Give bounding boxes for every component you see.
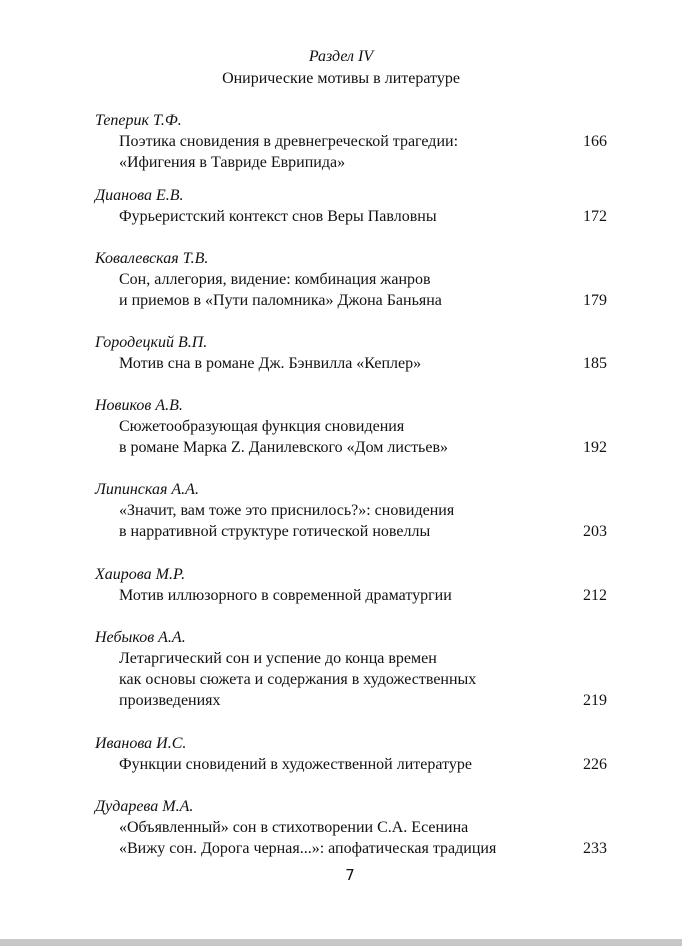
entry-page-number: 203	[583, 523, 607, 540]
toc-entry[interactable]	[95, 185, 610, 227]
toc-entry[interactable]	[95, 733, 610, 775]
toc-entry[interactable]	[95, 796, 610, 859]
entry-title	[95, 269, 610, 311]
entry-page-number: 219	[583, 692, 607, 709]
entry-title	[95, 206, 610, 227]
entry-author: Хаирова М.Р.	[95, 566, 186, 583]
entry-title-line: Мотив иллюзорного в современной драматургии	[119, 587, 452, 604]
entry-page-number: 185	[583, 355, 607, 372]
entry-author: Дианова Е.В.	[95, 187, 184, 204]
entry-title	[95, 754, 610, 775]
entry-title-line: «Вижу сон. Дорога черная...»: апофатическая традиция	[119, 840, 497, 857]
entry-title	[95, 585, 610, 606]
toc-entry[interactable]	[95, 110, 610, 173]
toc-entry[interactable]	[95, 627, 610, 711]
entry-title-line: как основы сюжета и содержания в художественных	[119, 671, 477, 688]
entry-title	[95, 353, 610, 374]
entry-page-number: 226	[583, 756, 607, 773]
entry-author: Липинская А.А.	[95, 481, 199, 498]
toc-entry[interactable]	[95, 479, 610, 542]
entry-author: Ковалевская Т.В.	[95, 250, 209, 267]
entry-page-number: 212	[583, 587, 607, 604]
toc-entry[interactable]	[95, 332, 610, 374]
entry-page-number: 179	[583, 292, 607, 309]
page-number: 7	[345, 866, 355, 884]
entry-page-number: 233	[583, 840, 607, 857]
toc-entry[interactable]	[95, 395, 610, 458]
entry-title-line: Фурьеристский контекст снов Веры Павловны	[119, 208, 437, 225]
entry-title	[95, 416, 610, 458]
entry-title-line: в нарративной структуре готической новеллы	[119, 523, 431, 540]
entry-page-number: 172	[583, 208, 607, 225]
entry-title-line: и приемов в «Пути паломника» Джона Баньяна	[119, 292, 442, 309]
entry-author: Теперик Т.Ф.	[95, 112, 182, 129]
entry-title-line: произведениях	[119, 692, 221, 709]
entry-author: Новиков А.В.	[95, 397, 183, 414]
entry-title-line: в романе Марка Z. Данилевского «Дом листьев»	[119, 439, 449, 456]
section-title: Онирические мотивы в литературе	[222, 70, 460, 87]
entry-title-line: Поэтика сновидения в древнегреческой трагедии:	[119, 133, 459, 150]
entry-author: Небыков А.А.	[95, 629, 186, 646]
entry-author: Городецкий В.П.	[95, 334, 208, 351]
entry-title	[95, 817, 610, 859]
entry-title	[95, 500, 610, 542]
entry-title-line: «Объявленный» сон в стихотворении С.А. Есенина	[119, 819, 469, 836]
section-label: Раздел IV	[308, 48, 374, 65]
entry-title-line: Летаргический сон и успение до конца времен	[119, 650, 437, 667]
entry-page-number: 192	[583, 439, 607, 456]
entry-title-line: «Ифигения в Тавриде Еврипида»	[119, 154, 346, 171]
entry-author: Иванова И.С.	[95, 735, 187, 752]
entry-title	[95, 648, 610, 711]
entry-title-line: Сон, аллегория, видение: комбинация жанров	[119, 271, 431, 288]
entry-title-line: Мотив сна в романе Дж. Бэнвилла «Кеплер»	[119, 355, 422, 372]
entry-title	[95, 131, 610, 173]
toc-entry[interactable]	[95, 564, 610, 606]
entry-title-line: Функции сновидений в художественной литературе	[119, 756, 472, 773]
entry-title-line: «Значит, вам тоже это приснилось?»: сновидения	[119, 502, 455, 519]
entry-author: Дударева М.А.	[95, 798, 194, 815]
entry-page-number: 166	[583, 133, 607, 150]
page-bottom-edge	[0, 939, 682, 946]
entry-title-line: Сюжетообразующая функция сновидения	[119, 418, 405, 435]
toc-entry[interactable]	[95, 248, 610, 311]
